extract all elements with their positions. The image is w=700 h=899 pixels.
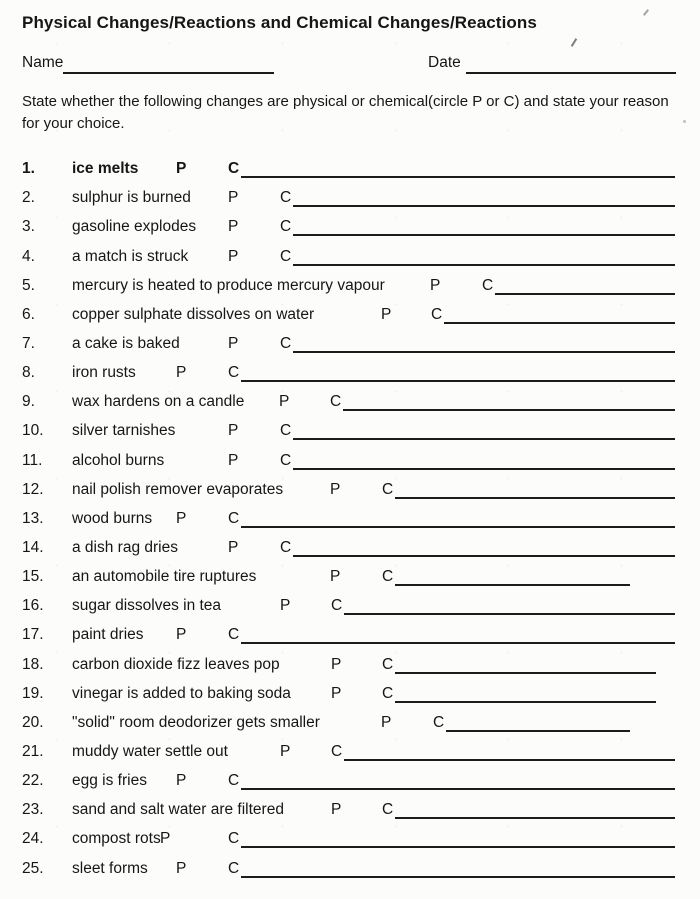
option-c[interactable]: C — [482, 276, 494, 294]
worksheet-item — [0, 271, 700, 300]
option-p[interactable]: P — [279, 393, 290, 411]
option-c[interactable]: C — [331, 597, 343, 615]
option-p[interactable]: P — [280, 597, 291, 615]
answer-blank[interactable] — [293, 234, 675, 236]
worksheet-item — [0, 504, 700, 533]
item-number: 8. — [22, 364, 35, 382]
option-c[interactable]: C — [228, 160, 240, 178]
item-number: 12. — [22, 480, 44, 498]
item-text: a cake is baked — [72, 334, 180, 352]
option-p[interactable]: P — [160, 830, 171, 848]
option-c[interactable]: C — [431, 305, 443, 323]
item-number: 20. — [22, 713, 44, 731]
worksheet-item — [0, 737, 700, 766]
worksheet-item — [0, 154, 700, 183]
item-number: 3. — [22, 218, 35, 236]
option-c[interactable]: C — [280, 189, 292, 207]
answer-blank[interactable] — [293, 468, 675, 470]
item-text: gasoline explodes — [72, 218, 197, 236]
answer-blank[interactable] — [293, 264, 675, 266]
item-text: a match is struck — [72, 247, 189, 265]
item-number: 14. — [22, 538, 44, 556]
item-text: sand and salt water are filtered — [72, 801, 284, 819]
option-c[interactable]: C — [280, 422, 292, 440]
worksheet-item — [0, 329, 700, 358]
option-p[interactable]: P — [228, 451, 239, 469]
worksheet-item — [0, 562, 700, 591]
option-p[interactable]: P — [430, 276, 441, 294]
worksheet-item — [0, 183, 700, 212]
worksheet-item — [0, 300, 700, 329]
worksheet-item — [0, 853, 700, 882]
item-text: egg is fries — [72, 772, 147, 790]
option-p[interactable]: P — [331, 655, 342, 673]
option-p[interactable]: P — [228, 334, 239, 352]
option-c[interactable]: C — [382, 655, 394, 673]
item-text: an automobile tire ruptures — [72, 568, 257, 586]
item-text: copper sulphate dissolves on water — [72, 305, 315, 323]
worksheet-item — [0, 766, 700, 795]
item-number: 13. — [22, 509, 44, 527]
option-c[interactable]: C — [382, 568, 394, 586]
answer-blank[interactable] — [343, 409, 675, 411]
worksheet-item — [0, 591, 700, 620]
item-text: vinegar is added to baking soda — [72, 684, 291, 702]
worksheet-item — [0, 649, 700, 678]
option-p[interactable]: P — [280, 742, 291, 760]
worksheet-item — [0, 387, 700, 416]
option-p[interactable]: P — [331, 801, 342, 819]
item-text: carbon dioxide fizz leaves pop — [72, 655, 280, 673]
option-c[interactable]: C — [382, 801, 394, 819]
answer-blank[interactable] — [293, 205, 675, 207]
answer-blank[interactable] — [344, 759, 675, 761]
option-c[interactable]: C — [433, 713, 445, 731]
item-number: 10. — [22, 422, 44, 440]
item-number: 7. — [22, 334, 35, 352]
item-number: 18. — [22, 655, 44, 673]
answer-blank[interactable] — [241, 846, 675, 848]
worksheet-item — [0, 679, 700, 708]
item-number: 17. — [22, 626, 44, 644]
option-c[interactable]: C — [280, 334, 292, 352]
option-c[interactable]: C — [382, 480, 394, 498]
option-p[interactable]: P — [176, 626, 187, 644]
date-blank[interactable] — [466, 54, 676, 74]
option-c[interactable]: C — [228, 830, 240, 848]
answer-blank[interactable] — [395, 672, 656, 674]
item-number: 23. — [22, 801, 44, 819]
answer-blank[interactable] — [395, 817, 675, 819]
item-text: sleet forms — [72, 859, 148, 877]
option-p[interactable]: P — [381, 713, 392, 731]
item-number: 5. — [22, 276, 35, 294]
worksheet-item — [0, 620, 700, 649]
answer-blank[interactable] — [395, 701, 656, 703]
option-p[interactable]: P — [176, 364, 187, 382]
option-c[interactable]: C — [382, 684, 394, 702]
option-c[interactable]: C — [280, 538, 292, 556]
answer-blank[interactable] — [344, 613, 675, 615]
worksheet-item — [0, 212, 700, 241]
item-text: compost rots — [72, 830, 161, 848]
worksheet-item — [0, 241, 700, 270]
option-c[interactable]: C — [228, 859, 240, 877]
item-number: 24. — [22, 830, 44, 848]
item-text: "solid" room deodorizer gets smaller — [72, 713, 320, 731]
item-number: 9. — [22, 393, 35, 411]
item-text: sugar dissolves in tea — [72, 597, 222, 615]
option-p[interactable]: P — [330, 568, 341, 586]
worksheet-item — [0, 824, 700, 853]
answer-blank[interactable] — [495, 293, 675, 295]
option-p[interactable]: P — [228, 538, 239, 556]
item-number: 21. — [22, 742, 44, 760]
worksheet-item — [0, 708, 700, 737]
scan-noise-mark — [683, 120, 686, 123]
name-blank[interactable] — [63, 54, 274, 74]
option-c[interactable]: C — [280, 451, 292, 469]
answer-blank[interactable] — [241, 642, 675, 644]
option-c[interactable]: C — [331, 742, 343, 760]
option-c[interactable]: C — [228, 509, 240, 527]
item-text: mercury is heated to produce mercury vapour — [72, 276, 385, 294]
date-label: Date — [428, 54, 461, 71]
option-p[interactable]: P — [228, 218, 239, 236]
answer-blank[interactable] — [395, 584, 630, 586]
instructions: State whether the following changes are physical or chemical(circle P or C) and state your reason for your choice. — [22, 93, 669, 132]
option-p[interactable]: P — [176, 509, 187, 527]
item-number: 11. — [22, 451, 43, 469]
answer-blank[interactable] — [293, 351, 675, 353]
answer-blank[interactable] — [241, 526, 675, 528]
answer-blank[interactable] — [241, 380, 675, 382]
option-c[interactable]: C — [228, 772, 240, 790]
answer-blank[interactable] — [395, 497, 675, 499]
item-number: 1. — [22, 160, 35, 178]
item-text: muddy water settle out — [72, 742, 228, 760]
answer-blank[interactable] — [444, 322, 675, 324]
item-text: wood burns — [72, 509, 153, 527]
item-number: 19. — [22, 684, 44, 702]
item-list — [0, 154, 700, 883]
scan-noise-mark — [571, 38, 577, 47]
option-c[interactable]: C — [330, 393, 342, 411]
item-text: ice melts — [72, 160, 139, 178]
answer-blank[interactable] — [241, 176, 675, 178]
worksheet-item — [0, 445, 700, 474]
item-number: 22. — [22, 772, 44, 790]
item-text: iron rusts — [72, 364, 136, 382]
item-number: 15. — [22, 568, 44, 586]
answer-blank[interactable] — [446, 730, 630, 732]
worksheet-item — [0, 533, 700, 562]
option-p[interactable]: P — [176, 772, 187, 790]
worksheet-item — [0, 358, 700, 387]
scan-noise-mark — [643, 9, 649, 16]
option-c[interactable]: C — [228, 626, 240, 644]
option-c[interactable]: C — [228, 364, 240, 382]
item-text: paint dries — [72, 626, 144, 644]
item-text: silver tarnishes — [72, 422, 176, 440]
option-c[interactable]: C — [280, 218, 292, 236]
answer-blank[interactable] — [293, 438, 675, 440]
option-p[interactable]: P — [228, 247, 239, 265]
option-p[interactable]: P — [228, 422, 239, 440]
item-text: nail polish remover evaporates — [72, 480, 284, 498]
item-text: sulphur is burned — [72, 189, 191, 207]
item-text: a dish rag dries — [72, 538, 178, 556]
item-number: 6. — [22, 305, 35, 323]
item-number: 16. — [22, 597, 44, 615]
option-p[interactable]: P — [331, 684, 342, 702]
worksheet-item — [0, 795, 700, 824]
worksheet-item — [0, 475, 700, 504]
option-p[interactable]: P — [176, 859, 187, 877]
option-c[interactable]: C — [280, 247, 292, 265]
answer-blank[interactable] — [293, 555, 675, 557]
item-text: wax hardens on a candle — [72, 393, 245, 411]
option-p[interactable]: P — [330, 480, 341, 498]
answer-blank[interactable] — [241, 788, 675, 790]
option-p[interactable]: P — [228, 189, 239, 207]
item-number: 25. — [22, 859, 44, 877]
item-text: alcohol burns — [72, 451, 165, 469]
worksheet-item — [0, 416, 700, 445]
option-p[interactable]: P — [176, 160, 187, 178]
option-p[interactable]: P — [381, 305, 392, 323]
answer-blank[interactable] — [241, 876, 675, 878]
page-title: Physical Changes/Reactions and Chemical Changes/Reactions — [22, 13, 537, 32]
item-number: 2. — [22, 189, 35, 207]
item-number: 4. — [22, 247, 35, 265]
name-label: Name — [22, 54, 64, 71]
